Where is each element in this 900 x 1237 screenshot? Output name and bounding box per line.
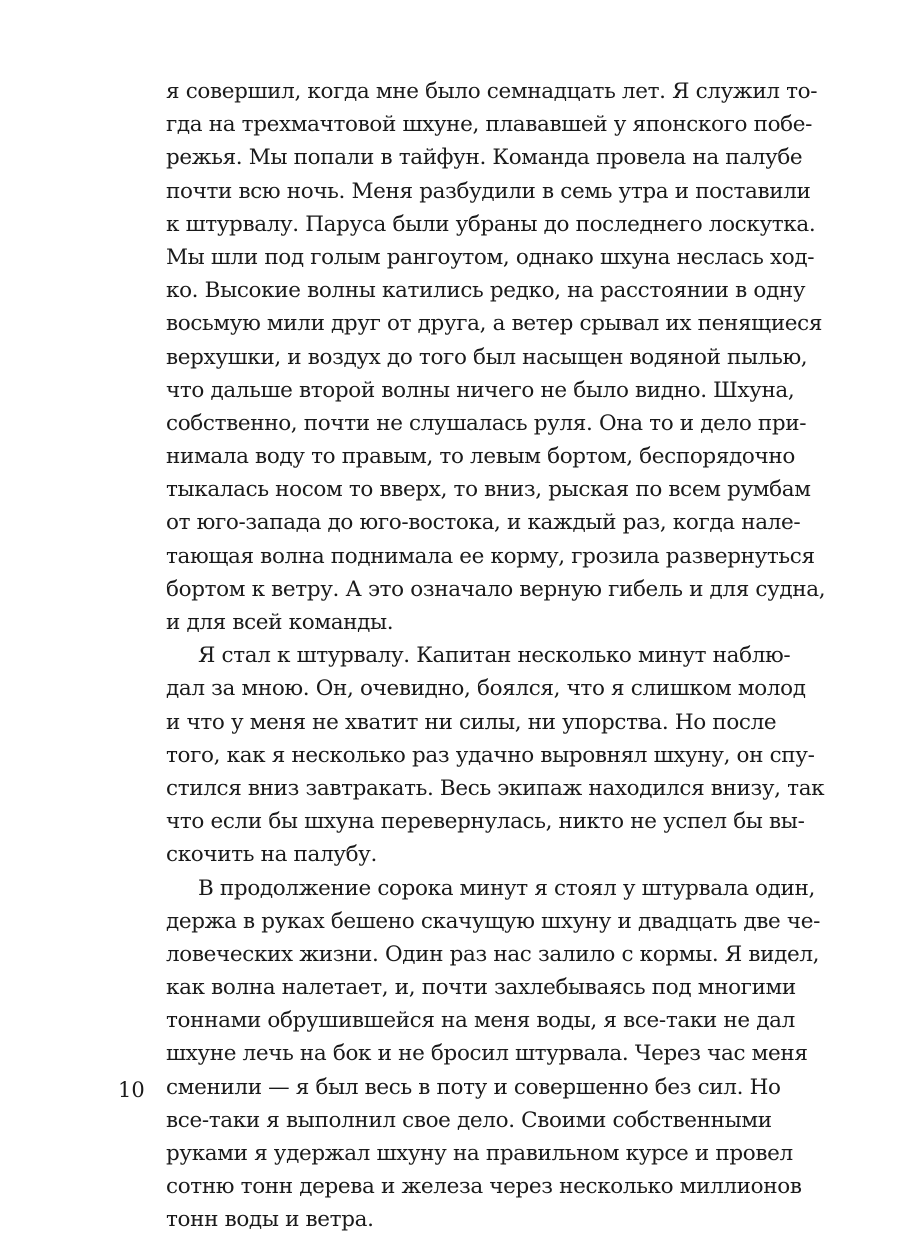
- paragraph-3: [166, 872, 820, 1237]
- text-line: сменили — я был весь в поту и совершенно без сил. Но: [166, 1074, 781, 1100]
- text-line: гда на трехмачтовой шхуне, плававшей у японского побе-: [166, 112, 813, 138]
- text-line: нимала воду то правым, то левым бортом, беспорядочно: [166, 444, 795, 470]
- text-line: и что у меня не хватит ни силы, ни упорства. Но после: [166, 709, 777, 735]
- text-line: Мы шли под голым рангоутом, однако шхуна неслась ход-: [166, 244, 815, 270]
- text-line: стился вниз завтракать. Весь экипаж находился внизу, так: [166, 775, 825, 801]
- text-line: сотню тонн дерева и железа через несколько миллионов: [166, 1174, 802, 1200]
- text-line: я совершил, когда мне было семнадцать лет. Я служил то-: [166, 79, 818, 104]
- page-number: 10: [118, 1078, 145, 1102]
- text-line: скочить на палубу.: [166, 842, 377, 868]
- text-line: ловеческих жизни. Один раз нас залило с кормы. Я видел,: [166, 941, 820, 967]
- text-line: восьмую мили друг от друга, а ветер срывал их пенящиеся: [166, 311, 823, 337]
- text-line: почти всю ночь. Меня разбудили в семь утра и поставили: [166, 178, 811, 204]
- paragraph-2: [166, 639, 825, 871]
- text-line: к штурвалу. Паруса были убраны до последнего лоскутка.: [166, 211, 816, 237]
- text-line: ко. Высокие волны катились редко, на расстоянии в одну: [166, 278, 806, 304]
- body-text: [166, 75, 826, 1237]
- text-line: от юго-запада до юго-востока, и каждый раз, когда нале-: [166, 510, 801, 536]
- text-line: собственно, почти не слушалась руля. Она то и дело при-: [166, 410, 807, 436]
- text-line: бортом к ветру. А это означало верную гибель и для судна,: [166, 576, 826, 602]
- text-line: что дальше второй волны ничего не было видно. Шхуна,: [166, 377, 795, 403]
- text-line: шхуне лечь на бок и не бросил штурвала. Через час меня: [166, 1041, 808, 1067]
- text-line: держа в руках бешено скачущую шхуну и двадцать две че-: [166, 908, 820, 934]
- text-line: верхушки, и воздух до того был насыщен водяной пылью,: [166, 344, 808, 370]
- text-line: тонн воды и ветра.: [166, 1207, 374, 1233]
- text-line: руками я удержал шхуну на правильном курсе и провел: [166, 1141, 793, 1166]
- text-line: и для всей команды.: [166, 610, 394, 635]
- text-line: как волна налетает, и, почти захлебываясь под многими: [166, 975, 796, 1001]
- text-line: В продолжение сорока минут я стоял у штурвала один,: [198, 875, 815, 901]
- text-line: дал за мною. Он, очевидно, боялся, что я слишком молод: [166, 676, 806, 702]
- paragraph-1: [166, 75, 826, 639]
- text-line: тыкалась носом то вверх, то вниз, рыская по всем румбам: [166, 477, 811, 503]
- text-line: тоннами обрушившейся на меня воды, я все-таки не дал: [166, 1008, 795, 1034]
- text-line: режья. Мы попали в тайфун. Команда провела на палубе: [166, 145, 803, 171]
- text-line: того, как я несколько раз удачно выровнял шхуну, он спу-: [166, 742, 815, 768]
- text-line: что если бы шхуна перевернулась, никто не успел бы вы-: [166, 809, 805, 835]
- text-line: все-таки я выполнил свое дело. Своими собственными: [166, 1107, 772, 1133]
- text-line: Я стал к штурвалу. Капитан несколько минут наблю-: [198, 643, 791, 669]
- text-line: тающая волна поднимала ее корму, грозила развернуться: [166, 543, 815, 569]
